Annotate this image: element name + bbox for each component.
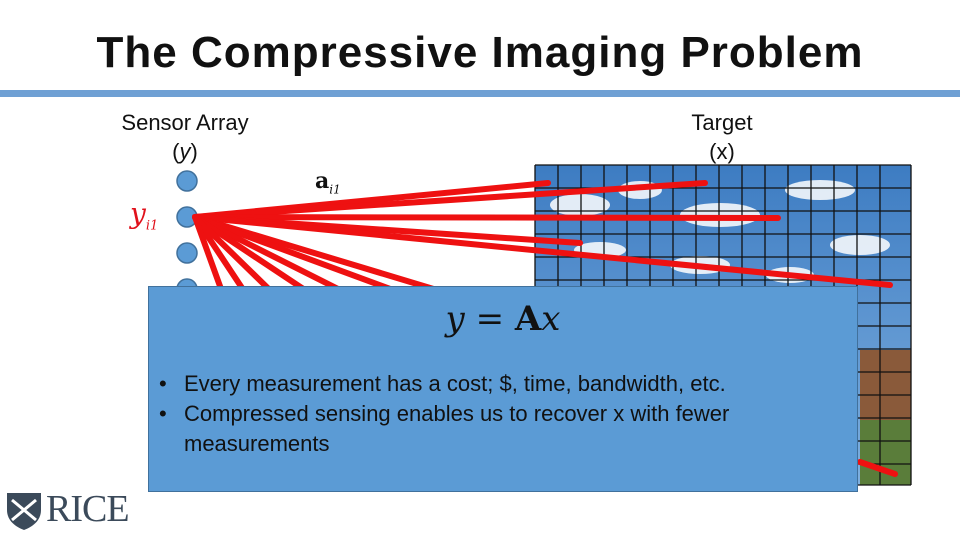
sensor-dot bbox=[177, 171, 197, 191]
rice-logo bbox=[4, 490, 134, 534]
a-subscript: i bbox=[329, 182, 334, 197]
bullet-text: Every measurement has a cost; $, time, bandwidth, etc. bbox=[184, 371, 726, 396]
bullet-marker: • bbox=[159, 371, 167, 396]
y-subscript-index: 1 bbox=[150, 218, 159, 234]
slide-title: The Compressive Imaging Problem bbox=[96, 28, 864, 77]
equation-rhs: x bbox=[541, 299, 561, 339]
a-symbol: a bbox=[315, 168, 330, 194]
bullet-list bbox=[155, 369, 845, 459]
target-variable: (x) bbox=[709, 139, 735, 164]
sensor-dots bbox=[177, 171, 197, 299]
sensor-measurement-label bbox=[130, 197, 158, 234]
y-subscript: i bbox=[145, 218, 150, 234]
sensor-array-label: Sensor Array (y) bbox=[121, 110, 249, 164]
sensor-variable: y bbox=[179, 139, 191, 164]
equation-matrix: A bbox=[514, 299, 542, 339]
measurement-vector-label bbox=[315, 168, 341, 196]
logo-text: RICE bbox=[46, 488, 129, 530]
summary-box bbox=[148, 286, 858, 492]
shield-icon bbox=[4, 490, 44, 532]
ray bbox=[195, 217, 778, 218]
target-text: Target bbox=[691, 110, 753, 135]
bullet-marker: • bbox=[159, 401, 167, 426]
equation-lhs: y = bbox=[445, 299, 505, 339]
measurement-equation bbox=[149, 299, 857, 339]
bullet-item bbox=[155, 369, 845, 399]
a-subscript-index: 1 bbox=[333, 182, 341, 197]
y-symbol: y bbox=[130, 197, 146, 230]
bullet-item bbox=[155, 399, 845, 459]
sensor-dot bbox=[177, 243, 197, 263]
sensor-array-text: Sensor Array bbox=[121, 110, 249, 135]
bullet-text: Compressed sensing enables us to recover x with fewer measurements bbox=[184, 401, 730, 456]
